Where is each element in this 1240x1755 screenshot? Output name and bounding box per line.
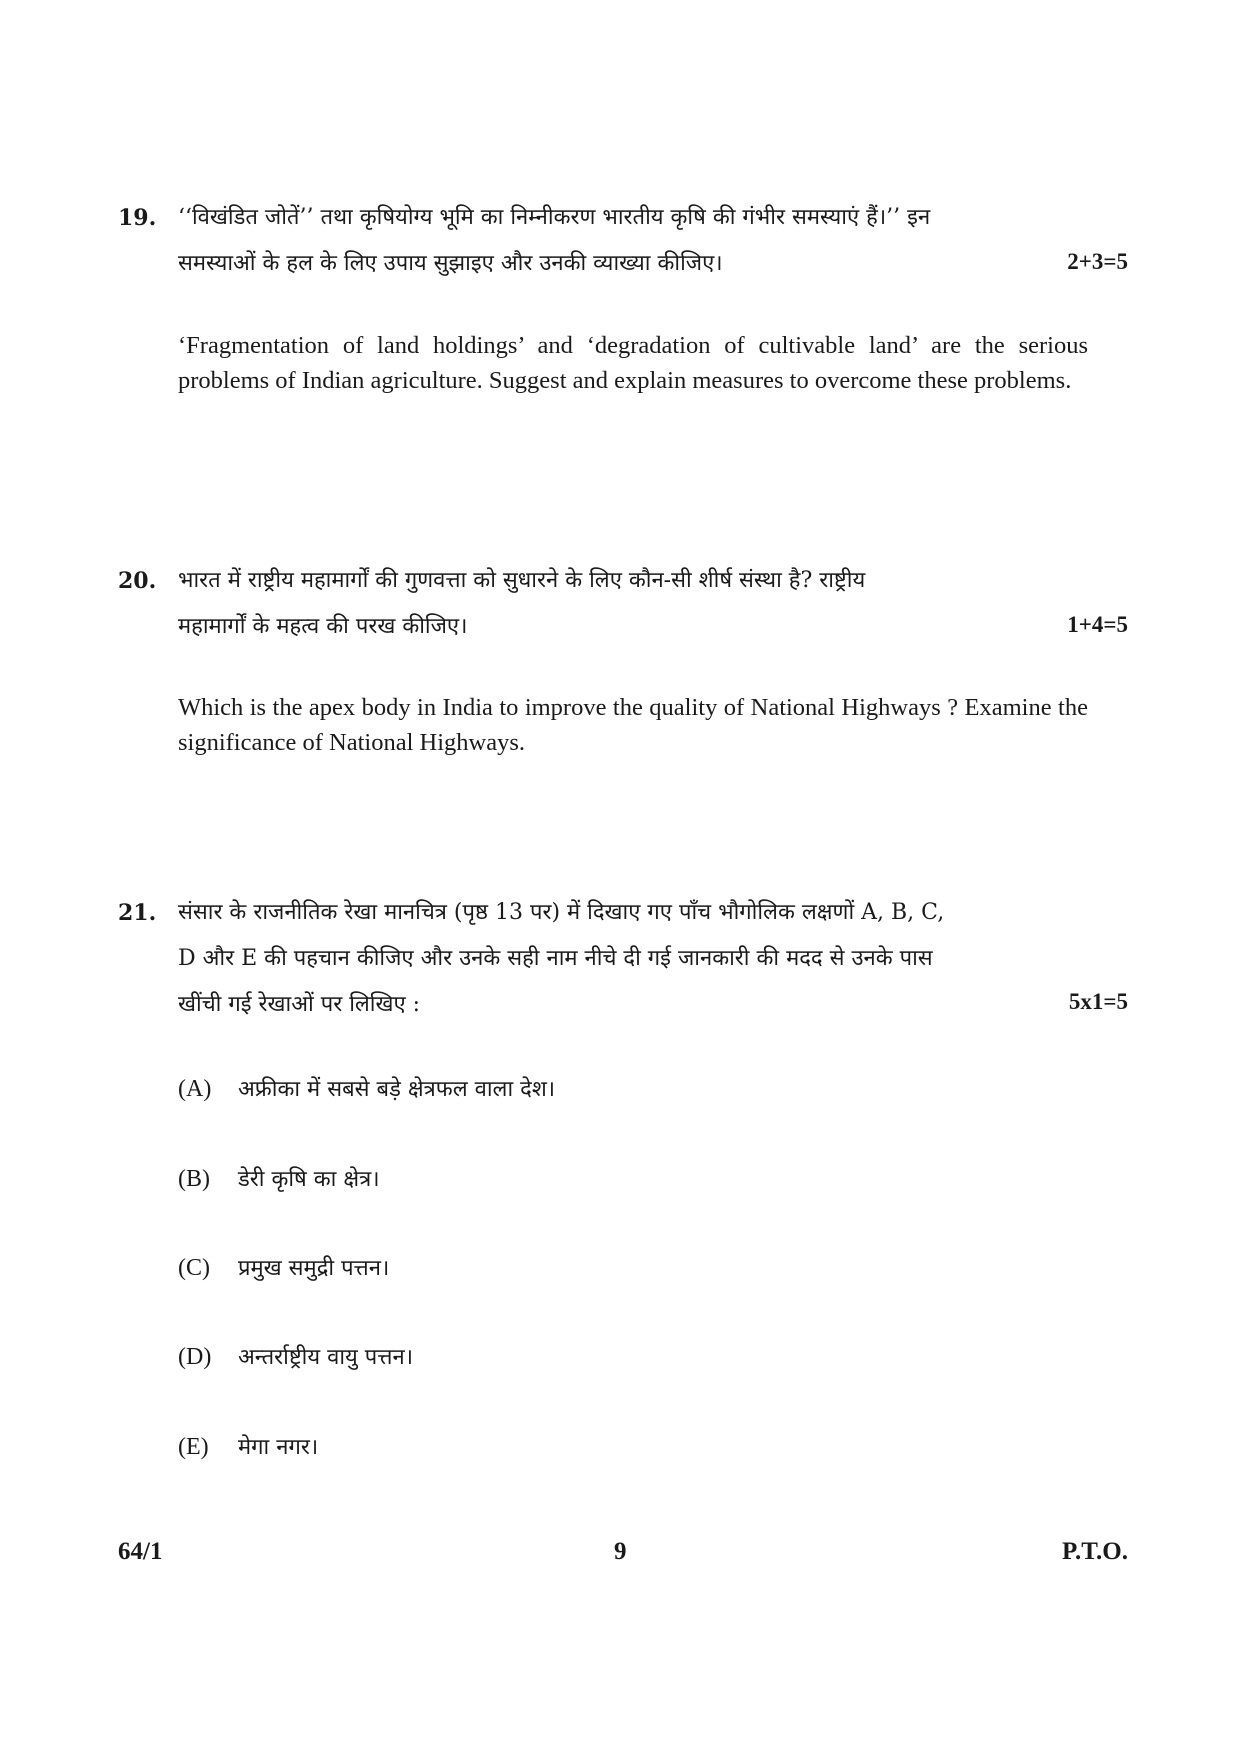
option-b bbox=[178, 1163, 380, 1193]
question-marks: 5x1=5 bbox=[1068, 989, 1128, 1014]
question-hindi-line: महामार्गों के महत्व की परख कीजिए। bbox=[178, 614, 468, 639]
option-text: अफ्रीका में सबसे बड़े क्षेत्रफल वाला देश। bbox=[238, 1077, 556, 1102]
question-hindi-line: ‘‘विखंडित जोतें’’ तथा कृषियोग्य भूमि का निम्नीकरण भारतीय कृषि की गंभीर समस्याएं हैं।’’ इन bbox=[178, 205, 931, 230]
option-text: अन्तर्राष्ट्रीय वायु पत्तन। bbox=[238, 1345, 414, 1370]
option-text: प्रमुख समुद्री पत्तन। bbox=[238, 1256, 390, 1281]
please-turn-over: P.T.O. bbox=[1062, 1538, 1128, 1565]
question-english-text: ‘Fragmentation of land holdings’ and ‘degradation of cultivable land’ are the serious problems of Indian agriculture. Suggest and explain measures to overcome these problems. bbox=[178, 332, 1088, 394]
question-number: 21. bbox=[118, 900, 157, 926]
question-hindi-line: D और E की पहचान कीजिए और उनके सही नाम नीचे दी गई जानकारी की मदद से उनके पास bbox=[178, 946, 933, 971]
option-label: (C) bbox=[178, 1255, 210, 1281]
paper-code: 64/1 bbox=[118, 1538, 163, 1565]
option-a bbox=[178, 1073, 555, 1103]
question-english-text: Which is the apex body in India to improve the quality of National Highways ? Examine the significance of National Highways. bbox=[178, 694, 1088, 756]
option-label: (B) bbox=[178, 1166, 210, 1192]
question-hindi-line: संसार के राजनीतिक रेखा मानचित्र (पृष्ठ 13 पर) में दिखाए गए पाँच भौगोलिक लक्षणों A, B, C, bbox=[178, 900, 945, 925]
option-c bbox=[178, 1252, 389, 1282]
question-hindi-line: खींची गई रेखाओं पर लिखिए : bbox=[178, 992, 421, 1017]
page-number: 9 bbox=[614, 1538, 627, 1565]
option-text: डेरी कृषि का क्षेत्र। bbox=[238, 1167, 380, 1192]
option-label: (D) bbox=[178, 1344, 212, 1370]
question-marks: 1+4=5 bbox=[1067, 612, 1128, 637]
option-text: मेगा नगर। bbox=[238, 1435, 319, 1460]
question-marks: 2+3=5 bbox=[1067, 249, 1128, 274]
question-hindi-line: भारत में राष्ट्रीय महामार्गों की गुणवत्ता को सुधारने के लिए कौन-सी शीर्ष संस्था है? राष्ट्रीय bbox=[178, 568, 866, 593]
option-e bbox=[178, 1431, 318, 1461]
option-label: (E) bbox=[178, 1434, 209, 1460]
question-number: 20. bbox=[118, 568, 157, 594]
question-hindi-line: समस्याओं के हल के लिए उपाय सुझाइए और उनकी व्याख्या कीजिए। bbox=[178, 251, 723, 276]
question-number: 19. bbox=[118, 205, 157, 231]
option-d bbox=[178, 1341, 413, 1371]
option-label: (A) bbox=[178, 1076, 212, 1102]
